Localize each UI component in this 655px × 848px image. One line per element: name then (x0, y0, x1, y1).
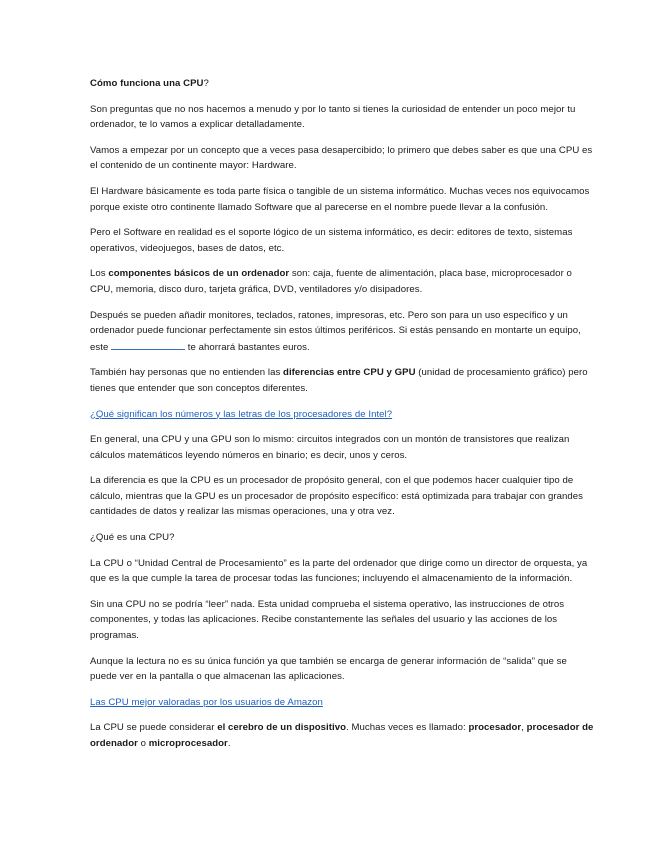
text-span: . (227, 738, 231, 749)
bold-computer-processor: procesador de ordenador (90, 722, 594, 749)
text-span: son: caja, fuente de alimentación, placa base, microprocesador o CPU, memoria, disco duro, tarjeta gráfica, DVD, ventiladores y/o disipadores. (90, 268, 572, 295)
bold-components: componentes básicos de un ordenador (108, 268, 290, 280)
link-paragraph-intel (90, 407, 595, 423)
paragraph-difference: La diferencia es que la CPU es un procesador de propósito general, con el que podemos hacer cualquier tipo de cálculo, mientras que la GPU es un procesador de propósito específico: está optimizada para trabajar con grandes cantidades de datos y realizar las mismas operaciones, una y otra vez. (90, 475, 584, 518)
text-span: Después se pueden añadir monitores, teclados, ratones, impresoras, etc. Pero son para un uso específico y un ordenador puede funcionar perfectamente sin estos últimos periféricos. Si estás pensando en montarte un equipo, este (90, 309, 581, 353)
blank-link[interactable] (111, 339, 185, 350)
paragraph-cpu-gpu (90, 365, 595, 396)
paragraph-concept: Vamos a empezar por un concepto que a veces pasa desapercibido; lo primero que debes saber es que una CPU es el contenido de un continente mayor: Hardware. (90, 144, 593, 172)
bold-microprocessor: microprocesador (148, 738, 228, 749)
intel-processors-link[interactable]: ¿Qué significan los números y las letras de los procesadores de Intel? (90, 408, 393, 420)
amazon-cpu-link[interactable]: Las CPU mejor valoradas por los usuarios de Amazon (90, 696, 323, 708)
paragraph-intro: Son preguntas que no nos hacemos a menudo y por lo tanto si tienes la curiosidad de entender un poco mejor tu ordenador, te lo vamos a explicar detalladamente. (90, 103, 576, 131)
section-heading: ¿Qué es una CPU? (90, 532, 175, 544)
text-span: , (521, 722, 527, 734)
text-span: Los (90, 268, 109, 280)
bold-differences: diferencias entre CPU y GPU (283, 367, 416, 379)
text-span: (unidad de procesamiento gráfico) pero tienes que entender que son conceptos diferentes. (90, 367, 588, 394)
paragraph-cpu-definition: La CPU o “Unidad Central de Procesamiento” es la parte del ordenador que dirige como un director de orquesta, ya que es la que cumple la tarea de procesar todas las funciones; incluyendo el almacenamiento de la información. (90, 557, 588, 585)
link-paragraph-amazon (90, 695, 595, 711)
text-span: La CPU se puede considerar (90, 722, 218, 734)
paragraph-hardware: El Hardware básicamente es toda parte física o tangible de un sistema informático. Muchas veces nos equivocamos porque existe otro continente llamado Software que al parecerse en el nombre puede llevar a la confusión. (90, 185, 590, 213)
text-span: o (137, 738, 149, 749)
paragraph-peripherals (90, 308, 595, 356)
text-span: . Muchas veces es llamado: (346, 722, 469, 734)
paragraph-general: En general, una CPU y una GPU son lo mismo: circuitos integrados con un montón de transistores que realizan cálculos matemáticos leyendo números en binario; es decir, unos y ceros. (90, 434, 570, 461)
bold-brain: el cerebro de un dispositivo (217, 722, 347, 734)
document-title (90, 76, 595, 92)
paragraph-brain (90, 720, 595, 751)
bold-processor: procesador (468, 722, 522, 734)
title-bold: Cómo funciona una CPU (90, 78, 204, 89)
text-span: te ahorrará bastantes euros. (185, 341, 310, 353)
text-span: También hay personas que no entienden las (90, 367, 284, 379)
paragraph-components (90, 266, 595, 297)
paragraph-software: Pero el Software en realidad es el soporte lógico de un sistema informático, es decir: editores de texto, sistemas operativos, videojuegos, bases de datos, etc. (90, 227, 573, 254)
paragraph-read: Sin una CPU no se podría “leer” nada. Esta unidad comprueba el sistema operativo, las instrucciones de otros componentes, y todas las aplicaciones. Recibe constantemente las señales del usuario y las acciones de los programas. (90, 598, 565, 642)
paragraph-output: Aunque la lectura no es su única función ya que también se encarga de generar información de “salida” que se puede ver en la pantalla o que almacenan las aplicaciones. (90, 655, 567, 683)
title-tail: ? (203, 78, 209, 89)
